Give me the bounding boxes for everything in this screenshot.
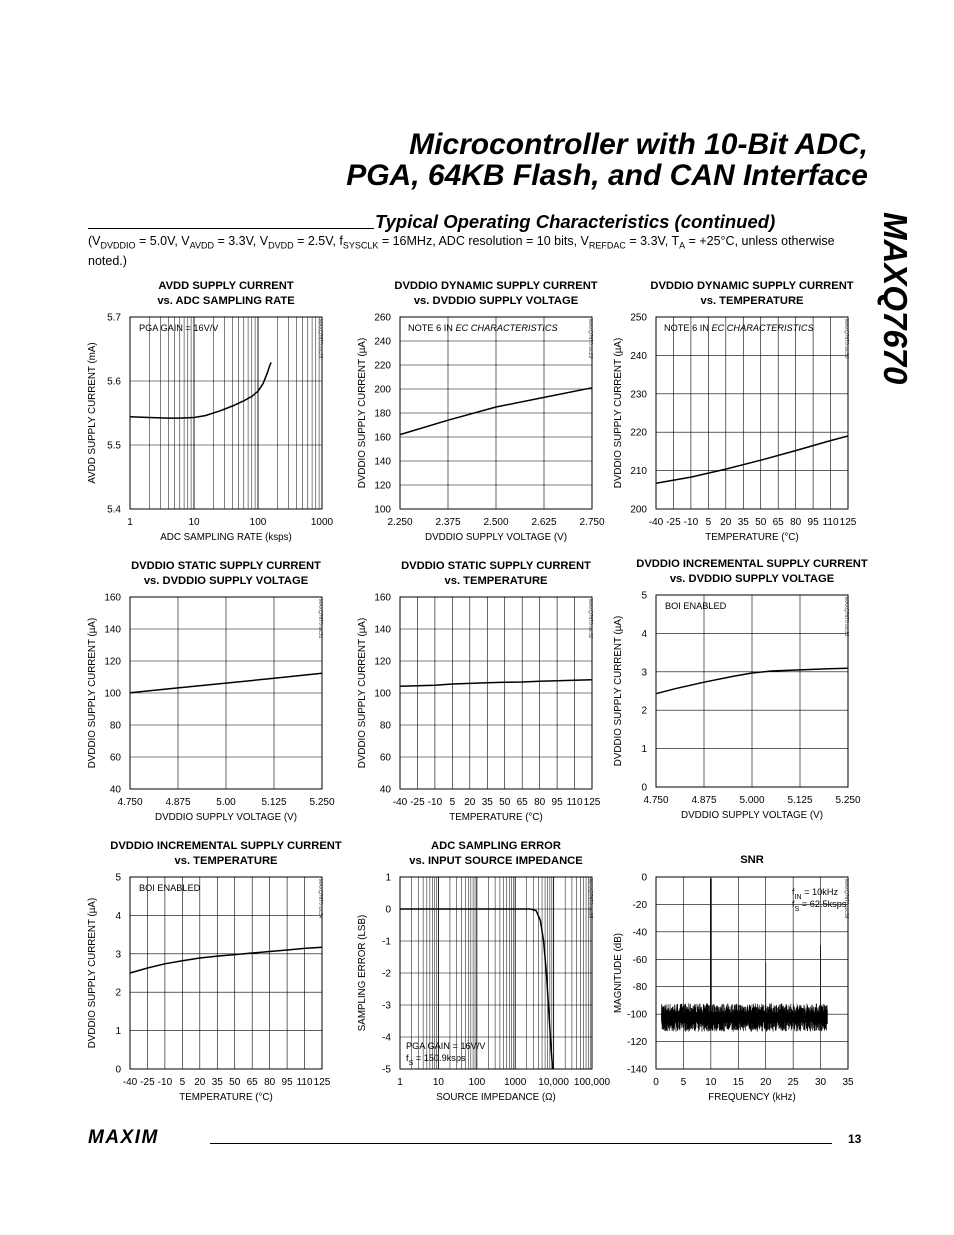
y-tick-label: 220	[630, 427, 647, 439]
x-tick-label: -25	[666, 517, 681, 528]
figure-code: MAXQ7670 toc33	[843, 597, 849, 637]
y-tick-label: 4	[641, 628, 647, 640]
grid	[656, 317, 848, 509]
y-tick-label: 1	[115, 1026, 121, 1038]
x-tick-label: 4.750	[643, 795, 669, 806]
chart-title: vs. DVDDIO SUPPLY VOLTAGE	[669, 573, 835, 585]
plot-frame	[130, 317, 322, 509]
figure-code: MAXQ7670 toc34	[317, 879, 323, 919]
x-axis-label: DVDDIO SUPPLY VOLTAGE (V)	[425, 532, 567, 543]
grid	[130, 597, 322, 789]
y-tick-label: 160	[374, 432, 391, 444]
chart-note: $f_S$ = 62.5ksps	[792, 899, 847, 913]
figure-code: MAXQ7670 toc31	[317, 599, 323, 639]
x-tick-label: 20	[194, 1077, 206, 1088]
x-tick-label: 110	[566, 797, 583, 808]
y-tick-label: 60	[379, 752, 391, 764]
y-tick-label: 1	[385, 872, 391, 884]
y-tick-label: 5.5	[107, 440, 121, 452]
y-axis-label: MAGNITUDE (dB)	[613, 932, 624, 1014]
x-tick-label: 100,000	[573, 1077, 611, 1088]
x-tick-label: 50	[229, 1077, 241, 1088]
x-tick-label: 5	[680, 1077, 687, 1088]
y-tick-label: 160	[374, 592, 391, 604]
x-tick-label: 100	[249, 517, 267, 528]
y-tick-label: 1	[641, 744, 647, 756]
chart-note: PGA GAIN = 16V/V	[139, 323, 219, 333]
y-tick-label: 180	[374, 408, 391, 420]
y-tick-label: 2	[641, 705, 647, 717]
y-tick-label: 140	[374, 456, 391, 468]
y-tick-label: 210	[630, 466, 647, 478]
x-tick-label: 5.00	[216, 797, 236, 808]
x-tick-label: 2.250	[387, 517, 413, 528]
chart-static-current-vs-temperature	[330, 560, 615, 830]
chart-title: vs. DVDDIO SUPPLY VOLTAGE	[413, 295, 579, 307]
y-tick-label: 140	[104, 624, 121, 636]
y-tick-label: 200	[374, 384, 391, 396]
x-tick-label: -40	[392, 797, 408, 808]
x-tick-label: 110	[296, 1077, 313, 1088]
x-tick-label: -10	[683, 517, 699, 528]
x-tick-label: 50	[755, 517, 767, 528]
x-tick-label: 100	[468, 1077, 486, 1088]
svg-text:MAXIM: MAXIM	[88, 1128, 159, 1146]
y-tick-label: 120	[104, 656, 121, 668]
series-line	[130, 947, 322, 973]
x-tick-label: 20	[760, 1077, 772, 1088]
x-tick-label: 2.500	[483, 517, 509, 528]
x-tick-label: 50	[499, 797, 511, 808]
x-tick-label: 25	[787, 1077, 799, 1088]
x-tick-label: 125	[839, 517, 857, 528]
y-tick-label: 250	[630, 312, 647, 324]
series-line	[130, 362, 271, 418]
chart-static-current-vs-voltage	[60, 560, 345, 830]
chart-title: DVDDIO DYNAMIC SUPPLY CURRENT	[394, 280, 598, 292]
y-tick-label: 100	[374, 688, 391, 700]
x-tick-label: -40	[122, 1077, 138, 1088]
y-tick-label: 80	[109, 720, 121, 732]
y-tick-label: 0	[385, 904, 391, 916]
figure-code: MAXQ7670 toc35	[587, 879, 593, 919]
x-tick-label: 5.000	[739, 795, 765, 806]
x-axis-label: TEMPERATURE (°C)	[705, 532, 799, 543]
x-tick-label: 80	[534, 797, 546, 808]
y-tick-label: -4	[382, 1032, 391, 1044]
x-tick-label: 65	[772, 517, 784, 528]
x-axis-label: FREQUENCY (kHz)	[708, 1092, 796, 1103]
x-tick-label: 35	[737, 517, 749, 528]
x-tick-label: 10	[705, 1077, 717, 1088]
chart-note: PGA GAIN = 16V/V	[406, 1041, 486, 1051]
chart-title: vs. TEMPERATURE	[174, 855, 278, 867]
x-tick-label: 35	[842, 1077, 854, 1088]
y-tick-label: 240	[630, 350, 647, 362]
x-tick-label: 5.125	[261, 797, 287, 808]
x-tick-label: 10	[432, 1077, 444, 1088]
y-tick-label: 5	[641, 590, 647, 602]
noise-floor	[661, 1003, 827, 1031]
x-tick-label: 5.250	[309, 797, 335, 808]
y-tick-label: -140	[626, 1064, 647, 1076]
x-tick-label: 5	[705, 517, 712, 528]
y-axis-label: DVDDIO SUPPLY CURRENT (µA)	[357, 337, 368, 489]
y-tick-label: 5.6	[107, 376, 121, 388]
section-title: Typical Operating Characteristics (continued)	[375, 211, 776, 232]
y-axis-label: DVDDIO SUPPLY CURRENT (µA)	[357, 617, 368, 769]
x-tick-label: 80	[264, 1077, 276, 1088]
chart-title: DVDDIO STATIC SUPPLY CURRENT	[131, 560, 321, 572]
page-title-line-1: Microcontroller with 10-Bit ADC,	[409, 128, 868, 161]
y-axis-label: DVDDIO SUPPLY CURRENT (µA)	[87, 617, 98, 769]
x-tick-label: 65	[516, 797, 528, 808]
chart-title: ADC SAMPLING ERROR	[431, 840, 561, 852]
x-tick-label: 10	[188, 517, 200, 528]
x-tick-label: 125	[583, 797, 601, 808]
x-tick-label: 65	[246, 1077, 258, 1088]
y-tick-label: 120	[374, 656, 391, 668]
x-tick-label: 110	[822, 517, 839, 528]
figure-code: MAXQ7670 toc36	[843, 879, 849, 919]
x-tick-label: -40	[648, 517, 664, 528]
y-tick-label: -1	[382, 936, 391, 948]
y-tick-label: 3	[641, 667, 647, 679]
x-axis-label: ADC SAMPLING RATE (ksps)	[160, 532, 292, 543]
x-tick-label: 4.875	[691, 795, 717, 806]
y-tick-label: 5	[115, 872, 121, 884]
x-tick-label: -25	[140, 1077, 155, 1088]
x-axis-label: DVDDIO SUPPLY VOLTAGE (V)	[681, 810, 823, 821]
chart-note: $f_{IN} = 10kHz$	[792, 887, 839, 901]
x-tick-label: 2.375	[435, 517, 461, 528]
y-tick-label: 4	[115, 910, 121, 922]
x-tick-label: 4.750	[117, 797, 143, 808]
page-title-line-2: PGA, 64KB Flash, and CAN Interface	[346, 159, 868, 192]
x-tick-label: 2.625	[531, 517, 557, 528]
x-tick-label: 125	[313, 1077, 331, 1088]
y-axis-label: AVDD SUPPLY CURRENT (mA)	[87, 342, 98, 484]
chart-note: BOI ENABLED	[139, 883, 201, 893]
series-line	[400, 680, 592, 687]
section-rule	[88, 228, 374, 229]
grid	[400, 317, 592, 509]
y-tick-label: -3	[382, 1000, 391, 1012]
y-tick-label: 5.7	[107, 312, 121, 324]
y-tick-label: 230	[630, 389, 647, 401]
y-tick-label: 0	[641, 782, 647, 794]
figure-code: MAXQ7670 toc28	[317, 319, 323, 359]
chart-note: NOTE 6 IN EC CHARACTERISTICS	[408, 323, 558, 333]
x-tick-label: 35	[481, 797, 493, 808]
page-number: 13	[848, 1132, 862, 1146]
x-tick-label: 4.875	[165, 797, 191, 808]
y-tick-label: 160	[104, 592, 121, 604]
x-tick-label: 95	[807, 517, 819, 528]
y-axis-label: DVDDIO SUPPLY CURRENT (µA)	[613, 615, 624, 767]
x-axis-label: TEMPERATURE (°C)	[449, 812, 543, 823]
x-tick-label: 2.750	[579, 517, 605, 528]
y-tick-label: 60	[109, 752, 121, 764]
x-tick-label: 20	[720, 517, 732, 528]
x-tick-label: 15	[732, 1077, 744, 1088]
x-tick-label: 0	[653, 1077, 659, 1088]
chart-title: DVDDIO INCREMENTAL SUPPLY CURRENT	[636, 558, 868, 570]
y-axis-label: SAMPLING ERROR (LSB)	[357, 914, 368, 1032]
chart-avdd-current-vs-sampling-rate	[60, 280, 345, 550]
plot-frame	[656, 317, 848, 509]
y-tick-label: -100	[626, 1009, 647, 1021]
figure-code: MAXQ7670 toc29	[587, 319, 593, 359]
figure-code: MAXQ7670 toc30	[843, 319, 849, 359]
x-tick-label: 5.125	[787, 795, 813, 806]
grid	[130, 877, 322, 1069]
y-tick-label: 100	[104, 688, 121, 700]
grid	[656, 595, 848, 787]
chart-dynamic-current-vs-voltage	[330, 280, 615, 550]
y-tick-label: 5.4	[107, 504, 121, 516]
y-tick-label: 260	[374, 312, 391, 324]
x-tick-label: 5	[179, 1077, 186, 1088]
y-tick-label: -40	[632, 927, 647, 939]
y-tick-label: -5	[382, 1064, 391, 1076]
part-number-vertical: MAXQ7670	[877, 212, 914, 385]
chart-title: DVDDIO STATIC SUPPLY CURRENT	[401, 560, 591, 572]
y-axis-label: DVDDIO SUPPLY CURRENT (µA)	[613, 337, 624, 489]
y-tick-label: 140	[374, 624, 391, 636]
y-tick-label: 80	[379, 720, 391, 732]
chart-title: vs. DVDDIO SUPPLY VOLTAGE	[143, 575, 309, 587]
chart-snr-spectrum	[586, 840, 871, 1110]
x-axis-label: SOURCE IMPEDANCE (Ω)	[436, 1092, 556, 1103]
y-tick-label: 220	[374, 360, 391, 372]
x-tick-label: 1	[127, 517, 133, 528]
series-line	[656, 436, 848, 483]
test-conditions: ($V_{DVDDIO} = 5.0V$, $V_{AVDD} = 3.3V$, $V_{DVDD} = 2.5V$, $f_{SYSCLK} = 16MHz$, ADC resolution = 10 bits, $V_{REFDAC} = 3.3V$, $T_A = +25^\circ C$, unless otherwise noted.)	[88, 234, 835, 268]
chart-title: vs. ADC SAMPLING RATE	[157, 295, 295, 307]
chart-sampling-error-vs-impedance	[330, 840, 615, 1110]
chart-title: SNR	[740, 854, 764, 866]
x-tick-label: 1000	[504, 1077, 527, 1088]
x-tick-label: 30	[815, 1077, 827, 1088]
x-tick-label: 10,000	[538, 1077, 569, 1088]
x-tick-label: 20	[464, 797, 476, 808]
chart-incremental-current-vs-voltage	[583, 558, 871, 828]
maxim-logo	[88, 1128, 200, 1151]
x-tick-label: 1	[397, 1077, 403, 1088]
x-tick-label: 5.250	[835, 795, 861, 806]
x-tick-label: -10	[427, 797, 443, 808]
y-tick-label: 100	[374, 504, 391, 516]
x-tick-label: 80	[790, 517, 802, 528]
grid	[400, 597, 592, 789]
x-tick-label: -25	[410, 797, 425, 808]
y-tick-label: -120	[626, 1037, 647, 1049]
chart-title: vs. INPUT SOURCE IMPEDANCE	[409, 855, 583, 867]
y-tick-label: -60	[632, 954, 647, 966]
x-tick-label: 5	[449, 797, 456, 808]
y-tick-label: -20	[632, 899, 647, 911]
y-tick-label: 40	[379, 784, 391, 796]
chart-title: AVDD SUPPLY CURRENT	[158, 280, 294, 292]
chart-title: vs. TEMPERATURE	[444, 575, 548, 587]
chart-title: DVDDIO INCREMENTAL SUPPLY CURRENT	[110, 840, 342, 852]
y-tick-label: 40	[109, 784, 121, 796]
x-axis-label: TEMPERATURE (°C)	[179, 1092, 273, 1103]
chart-note: NOTE 6 IN EC CHARACTERISTICS	[664, 323, 814, 333]
y-axis-label: DVDDIO SUPPLY CURRENT (µA)	[87, 897, 98, 1049]
grid	[130, 317, 322, 509]
footer-rule	[210, 1143, 832, 1144]
chart-dynamic-current-vs-temperature	[586, 280, 871, 550]
y-tick-label: -80	[632, 982, 647, 994]
chart-incremental-current-vs-temperature	[60, 840, 345, 1110]
chart-note: BOI ENABLED	[665, 601, 727, 611]
chart-title: vs. TEMPERATURE	[700, 295, 804, 307]
y-tick-label: 3	[115, 949, 121, 961]
plot-frame	[130, 877, 322, 1069]
x-tick-label: 95	[281, 1077, 293, 1088]
x-tick-label: -10	[157, 1077, 173, 1088]
y-tick-label: 200	[630, 504, 647, 516]
y-tick-label: 2	[115, 987, 121, 999]
y-tick-label: 120	[374, 480, 391, 492]
x-tick-label: 35	[211, 1077, 223, 1088]
y-tick-label: 0	[115, 1064, 121, 1076]
x-axis-label: DVDDIO SUPPLY VOLTAGE (V)	[155, 812, 297, 823]
y-tick-label: 0	[641, 872, 647, 884]
chart-title: DVDDIO DYNAMIC SUPPLY CURRENT	[650, 280, 854, 292]
y-tick-label: -2	[382, 968, 391, 980]
y-tick-label: 240	[374, 336, 391, 348]
x-tick-label: 95	[551, 797, 563, 808]
chart-note: $f_S$ = 150.9ksps	[406, 1053, 466, 1067]
x-tick-label: 1000	[310, 517, 334, 528]
figure-code: MAXQ7670 toc32	[587, 599, 593, 639]
